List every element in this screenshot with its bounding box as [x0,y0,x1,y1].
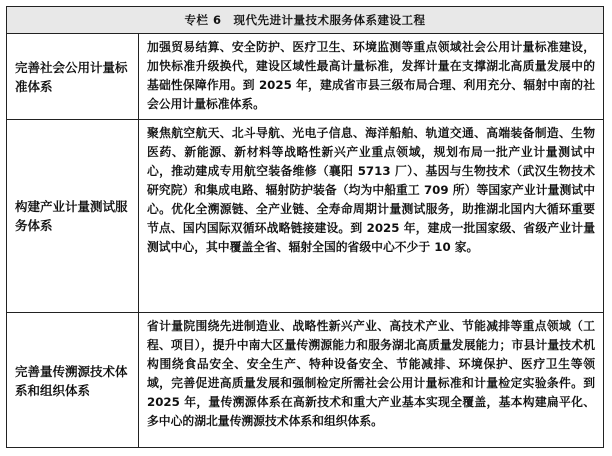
row-label: 完善量传溯源技术体系和组织体系 [7,313,139,448]
row-label: 构建产业计量测试服务体系 [7,120,139,312]
row-label: 完善社会公用计量标准体系 [7,34,139,119]
table-row [7,313,603,448]
row-content: 加强贸易结算、安全防护、医疗卫生、环境监测等重点领域社会公用计量标准建设，加快标准升级换代，建设区域性最高计量标准，发挥计量在支撑湖北高质量发展中的基础性保障作用。到 2025 年，建成省市县三级布局合理、利用充分、辐射中南的社会公用计量标准体系。 [147,40,595,111]
table-row [7,34,603,120]
table-row [7,120,603,313]
project-column-table [6,6,604,448]
row-content: 省计量院围绕先进制造业、战略性新兴产业、高技术产业、节能减排等重点领域（工程、项目），提升中南大区量传溯源能力和服务湖北高质量发展能力；市县计量技术机构围绕食品安全、安全生产、特种设备安全、节能减排、环境保护、医疗卫生等领域，完善促进高质量发展和强制检定所需社会公用计量标准和计量检定实验条件。到 2025 年，量传溯源体系在高新技术和重大产业基本实现全覆盖，基本构建扁平化、多中心的湖北量传溯源技术体系和组织体系。 [147,319,595,428]
table-title: 专栏 6 现代先进计量技术服务体系建设工程 [7,7,603,34]
row-content: 聚焦航空航天、北斗导航、光电子信息、海洋船舶、轨道交通、高端装备制造、生物医药、新能源、新材料等战略性新兴产业重点领域，规划布局一批产业计量测试中心，推动建成专用航空装备维修（襄阳 5713 厂）、基因与生物技术（武汉生物技术研究院）和集成电路、辐射防护装备（均为中船重工 709 所）等国家产业计量测试中心。优化全溯源链、全产业链、全寿命周期计量测试服务，助推湖北国内大循环重要节点、国内国际双循环战略链接建设。到 2025 年，建成一批国家级、省级产业计量测试中心，其中覆盖全省、辐射全国的省级中心不少于 10 家。 [147,126,595,254]
